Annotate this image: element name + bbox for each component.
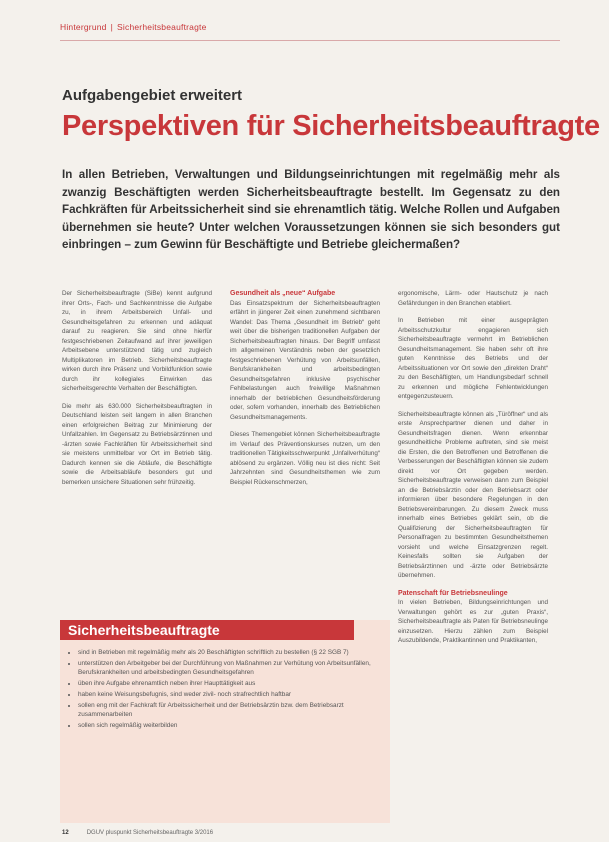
article-title: Perspektiven für Sicherheitsbeauftragte [62,110,600,142]
info-box-list [68,648,384,732]
subheading: Gesundheit als „neue“ Aufgabe [230,290,336,297]
text-column-2 [230,289,380,495]
section-kicker [60,22,207,32]
list-item: • haben keine Weisungsbefugnis, sind weder zivil- noch strafrechtlich haftbar [78,690,384,699]
paragraph: Das Einsatzspektrum der Sicherheitsbeauftragten erfährt in jüngerer Zeit einen zunehmend sichtbaren Wandel: Das Thema „Gesundheit im Betrieb“ geht weit über die bisherigen traditionellen Aufgaben der Sicherheitsbeauftragten hinaus. Der Begriff umfasst im allgemeinen Verständnis neben der gesetzlich festgeschriebenen Verhütung von Arbeitsunfällen, Berufskrankheiten und arbeitsbedingten Gesundheitsgefahren inklusive psychischer Fehlbelastungen auch freiwillige Maßnahmen innerhalb der betrieblichen Gesundheitsförderung oder, sofern vorhanden, innerhalb des Betrieblichen Gesundheitsmanagements. [230,299,380,421]
list-item: • sollen sich regelmäßig weiterbilden [78,721,384,730]
paragraph: In vielen Betrieben, Bildungseinrichtungen und Verwaltungen gehört es zur „guten Praxis“, Sicherheitsbeauftragte als Paten für Betriebsneulinge einzusetzen. Hierzu zählen zum Beispiel Auszubildende, Praktikantinnen und Praktikanten, [398,599,548,644]
page-footer [62,830,213,836]
info-box [60,620,390,823]
paragraph: Die mehr als 630.000 Sicherheitsbeauftragten in Deutschland leisten seit langem in allen Branchen einen erfolgreichen Beitrag zur Minimierung der Unfallzahlen. Im Gegensatz zu Betriebsärztinnen und -ärzten sowie Fachkräften für Arbeitssicherheit sind sie meistens unmittelbar vor Ort im Betrieb tätig. Dadurch kennen sie die Abläufe, die Beschäftigte sowie die Arbeitsabläufe besonders gut und bemerken unsichere Situationen sehr frühzeitig. [62,402,212,486]
subheading: Patenschaft für Betriebsneulinge [398,589,508,597]
paragraph: ergonomische, Lärm- oder Hautschutz je nach Gefährdungen in den Branchen etabliert. [398,290,548,307]
paragraph: Der Sicherheitsbeauftragte (SiBe) kennt aufgrund ihrer Orts-, Fach- und Sachkenntnisse die Aufgabe zu, in ihrem Arbeitsbereich Unfall- und Gesundheitsgefahren zu erkennen und adäquat darauf zu reagieren. Sie sind ohne hierfür festgeschriebenen Zeitaufwand auf ihrer jeweiligen Arbeitsebene unterstützend tätig und zugleich Multiplikatoren im Betrieb. Sicherheitsbeauftragte wirken durch ihre Präsenz und Vorbildfunktion sowie durch ihr kollegiales Einwirken das sicherheitsgerechte Verhalten der Beschäftigten. [62,290,212,392]
article-lead: In allen Betrieben, Verwaltungen und Bildungseinrichtungen mit regelmäßig mehr als zwanzig Beschäftigten werden Sicherheitsbeauftragte bestellt. Im Gegensatz zu den Fachkräften für Arbeitssicherheit sind sie ehrenamtlich tätig. Welche Rollen und Aufgaben übernehmen sie heute? Unter welchen Voraussetzungen können sie sich besonders gut einbringen – zum Gewinn für Beschäftigte und Betriebe gleichermaßen? [62,168,560,251]
topic-label: Sicherheitsbeauftragte [117,22,207,32]
list-item: • üben ihre Aufgabe ehrenamtlich neben ihrer Haupttätigkeit aus [78,679,384,688]
list-item: • sind in Betrieben mit regelmäßig mehr als 20 Beschäftigten schriftlich zu bestellen (§ 22 SGB 7) [78,648,384,657]
kicker-separator: | [110,22,114,32]
paragraph: Sicherheitsbeauftragte können als „Türöffner“ und als erste Ansprechpartner dienen und daher in Gesundheitsfragen dienen. Wenn erkennbar gesundheitliche Probleme auftreten, sind sie meist die Ersten, die den Betroffenen und Betroffenen die Verbesserungen der Beschäftigten können sie zudem direkt vor Ort gegeben werden. Sicherheitsbeauftragte verweisen dann zum Beispiel an die Betriebsärztin oder den Betriebsarzt oder informieren über besondere Regelungen in den Betriebsvereinbarungen. Zu diesem Zweck muss innerhalb eines Betriebes geklärt sein, ob die Qualifizierung der Sicherheitsbeauftragten für Personalfragen zu bestimmten Gesundheitsthemen vorsieht und welche Einsatzgrenzen regelt. Keinesfalls sollten sie Aufgaben der Betriebsärztinnen und -ärzte oder Betriebsärzte übernehmen. [398,410,548,579]
paragraph: Dieses Themengebiet können Sicherheitsbeauftragte im Verlauf des Präventionskurses nutzen, um den traditionellen Tätigkeitsschwerpunkt „Unfallverhütung“ ablösend zu ergänzen. Völlig neu ist dies nicht: Seit Jahrzehnten sind Gesundheitsthemen wie zum Beispiel Rückenschmerzen, [230,431,380,486]
section-label: Hintergrund [60,22,107,32]
info-box-title: Sicherheitsbeauftragte [60,620,354,640]
header-rule [60,40,560,41]
publication-name: DGUV pluspunkt Sicherheitsbeauftragte 3/2016 [86,830,214,836]
paragraph: In Betrieben mit einer ausgeprägten Arbeitsschutzkultur engagieren sich Sicherheitsbeauftragte vermehrt im Betrieblichen Gesundheitsmanagement. Sie haben sehr oft ihre guten Kenntnisse des Betriebs und der Arbeitssituationen vor Ort sowie den „direkten Draht“ zu den Beschäftigten, um Handlungsbedarf schnell zu erkennen und mögliche Fehlentwicklungen entgegenzusteuern. [398,317,548,400]
list-item: • sollen eng mit der Fachkraft für Arbeitssicherheit und der Betriebsärztin bzw. dem Betriebsarzt zusammenarbeiten [78,701,384,720]
text-column-3 [398,289,548,654]
page-number: 12 [62,830,69,836]
text-column-1 [62,289,212,495]
list-item: • unterstützen den Arbeitgeber bei der Durchführung von Maßnahmen zur Verhütung von Arbeitsunfällen, Berufskrankheiten und arbeitsbedingten Gesundheitsgefahren [78,659,384,678]
article-overline: Aufgabengebiet erweitert [62,87,243,104]
